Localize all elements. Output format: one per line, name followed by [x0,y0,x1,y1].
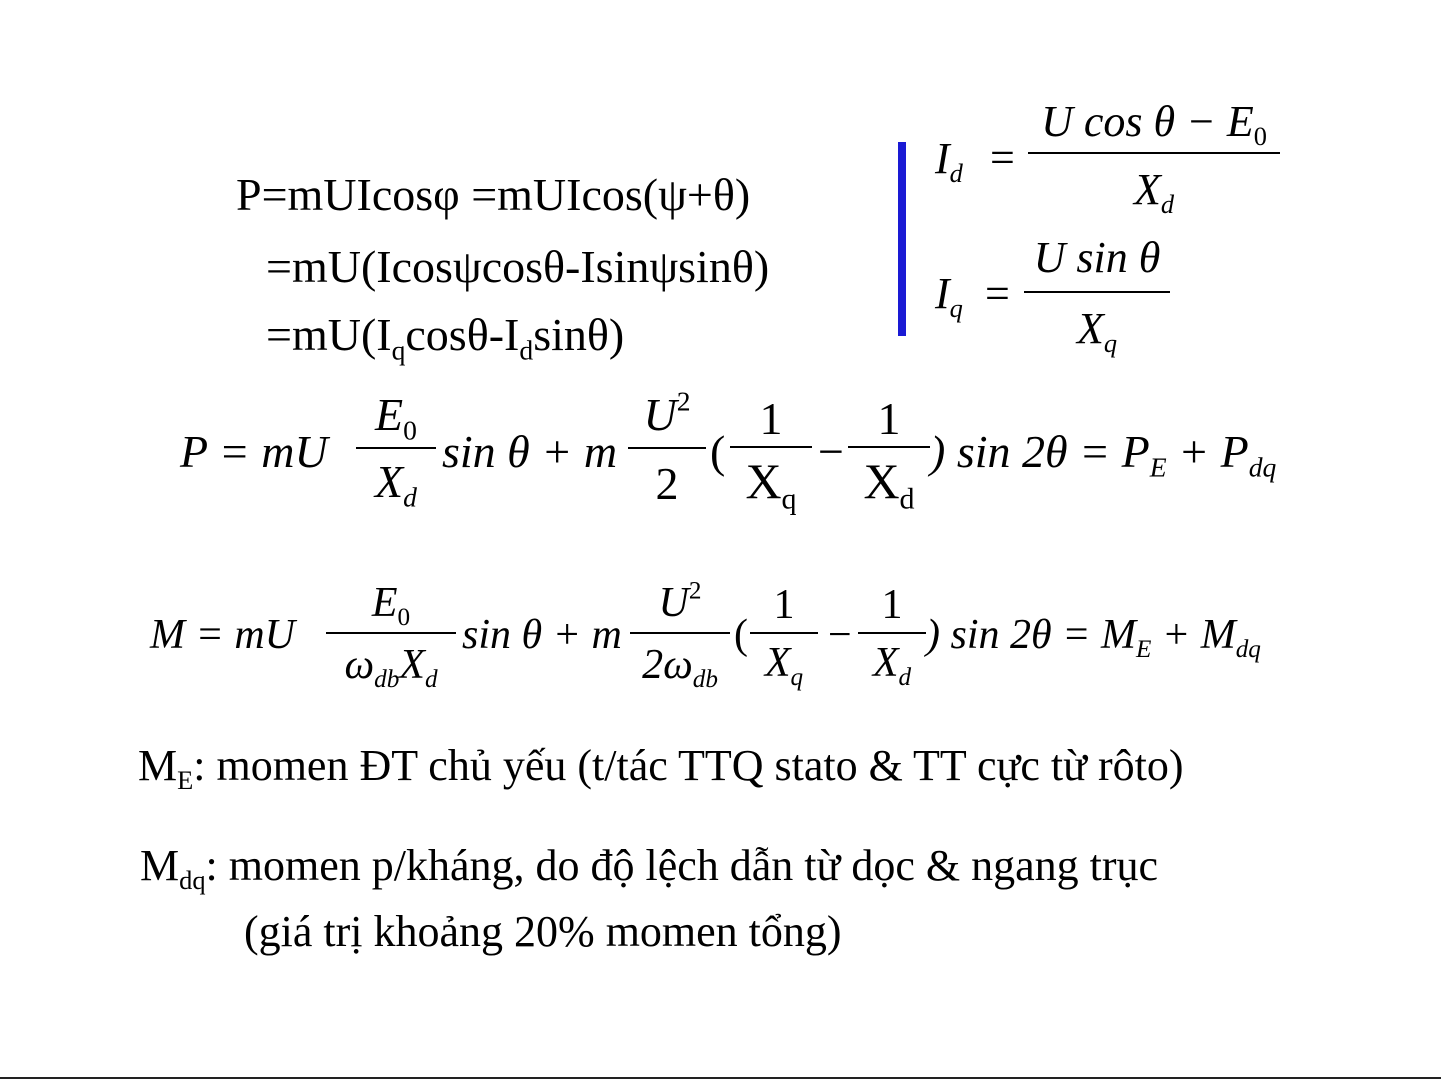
blue-divider-bar [898,142,906,336]
power-expansion-line-3-part: sinθ) [533,309,625,360]
iq-denominator [1024,293,1170,359]
m-fraction-e0 [326,580,456,693]
m-f4-den [858,634,926,691]
p-fraction-1-xq [730,393,812,516]
x-symbol: X [375,456,404,507]
iq-lhs [935,269,963,324]
power-expansion-line-3-part: cosθ-I [405,309,520,360]
p-f2-den: 2 [655,458,679,509]
mdq-subscript: dq [1235,635,1261,663]
x-symbol: X [764,640,791,686]
id-denominator [1028,154,1280,220]
p-tail-text: ) sin 2θ = P [930,426,1150,477]
p-mid-term [442,426,618,477]
p-fraction-u2-2 [628,385,706,509]
mdq-description-line-2: (giá trị khoảng 20% momen tổng) [244,907,842,956]
mdq-label-subscript: dq [179,865,206,896]
m-mid-term [462,614,622,656]
power-expansion-line-3 [266,309,625,366]
id-symbol: I [935,134,950,183]
squared: 2 [676,385,691,417]
pe-subscript: E [1149,451,1167,483]
me-label-subscript: E [177,765,194,796]
p-open-paren: ( [710,426,726,477]
m-equation-lhs [150,614,295,656]
subscript-q: q [391,334,406,366]
m-f1-den [326,634,456,693]
e-symbol: E [375,389,404,440]
pdq-subscript: dq [1248,451,1277,483]
xd-symbol: X [1133,165,1161,214]
me-text: : momen ĐT chủ yếu (t/tác TTQ stato & TT cực từ rôto) [193,741,1184,790]
id-numerator-text: U cos θ − E [1041,97,1254,146]
bottom-border [0,1077,1441,1079]
x-symbol: X [872,640,899,686]
db-subscript: db [374,665,400,693]
m-tail-text: ) sin 2θ = M [926,612,1136,658]
iq-equals: = [985,269,1010,318]
power-expansion-line-2-text: =mU(Icosψcosθ-Isinψsinθ) [266,241,770,292]
p-fraction-1-xd [848,393,930,516]
m-tail [926,612,1261,663]
p-minus: − [818,426,844,477]
p-f4-num: 1 [877,393,901,444]
mdq-label: M [140,841,180,890]
d-subscript: d [403,481,417,513]
id-equals: = [990,133,1015,182]
m-minus: − [828,612,852,658]
m-f2-den [630,634,730,693]
m-mid-text: sin θ + m [462,612,622,658]
m-f2-num [630,577,730,632]
m-f1-num [326,582,456,632]
x-symbol: X [399,642,425,688]
power-expansion-line-1-text: P=mUIcosφ =mUIcos(ψ+θ) [236,169,751,220]
m-fraction-1-xd [858,582,926,691]
iq-numerator [1024,233,1170,291]
d-subscript: d [898,663,912,691]
two-omega: 2ω [642,642,693,688]
e0-subscript: 0 [1253,121,1267,152]
d-subscript: d [899,482,915,516]
e0-subscript: 0 [403,414,417,446]
power-expansion-line-3-part: =mU(I [266,309,392,360]
db-subscript: db [692,665,718,693]
id-numerator [1028,97,1280,152]
e0-subscript: 0 [397,603,411,631]
m-f4-num: 1 [881,582,903,628]
u-symbol: U [658,580,689,626]
m-open-paren: ( [734,612,748,658]
m-fraction-1-xq [750,582,818,691]
m-plus-text: + M [1151,612,1236,658]
mdq-description [140,841,1159,896]
id-lhs [935,134,963,189]
p-lhs-text: P = mU [180,426,328,477]
iq-numerator-text: U sin θ [1033,233,1161,282]
xq-subscript: q [1103,328,1118,359]
subscript-d: d [519,334,534,366]
me-description [138,741,1184,796]
p-tail [930,426,1277,483]
p-f1-den [356,449,436,513]
x-symbol: X [863,453,900,509]
x-symbol: X [745,453,782,509]
p-equation-lhs [180,426,328,477]
iq-subscript: q [949,293,963,324]
omega-symbol: ω [344,642,375,688]
p-f3-den [730,448,812,516]
p-f1-num [356,389,436,447]
m-f3-num: 1 [773,582,795,628]
p-mid-text: sin θ + m [442,426,618,477]
mdq-text: : momen p/kháng, do độ lệch dẫn từ dọc & ngang trục [205,841,1159,890]
d-subscript: d [424,665,438,693]
xd-subscript: d [1160,189,1175,220]
p-f4-den [848,448,930,516]
p-fraction-e0-xd [356,389,436,513]
xq-symbol: X [1076,304,1104,353]
m-lhs-text: M = mU [150,612,295,658]
id-fraction [1028,97,1280,220]
q-subscript: q [781,482,797,516]
id-subscript: d [949,158,963,189]
e-symbol: E [371,580,398,626]
power-expansion-line-2 [266,241,770,292]
u-symbol: U [643,389,677,440]
iq-fraction [1024,233,1170,359]
me-label: M [138,741,178,790]
m-fraction-u2 [630,577,730,693]
m-f3-den [750,634,818,691]
p-plus-text: + P [1166,426,1249,477]
power-expansion-line-1 [236,169,751,220]
iq-symbol: I [935,269,950,318]
p-f3-num: 1 [759,393,783,444]
q-subscript: q [790,663,804,691]
p-f2-num [628,385,706,447]
me-subscript: E [1135,635,1152,663]
squared: 2 [688,577,702,605]
